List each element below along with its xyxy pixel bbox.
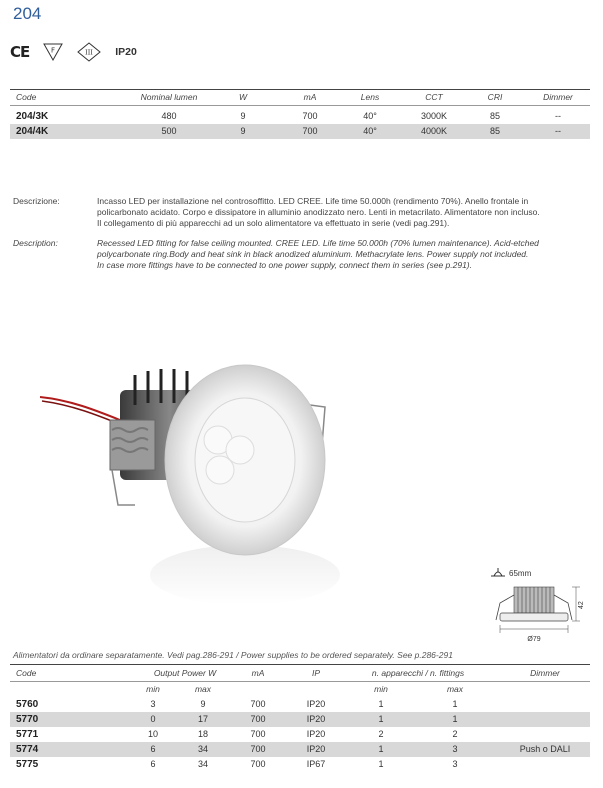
table-row: 5771 10 18 700 IP20 2 2 [16,729,458,740]
table-row: 5770 0 17 700 IP20 1 1 [10,712,590,727]
header-watt: W [238,92,248,102]
ce-mark-icon: CE [10,43,30,61]
description-it-label: Descrizione: [13,196,60,206]
table-row: 5775 6 34 700 IP67 1 3 [16,759,458,770]
class-iii-icon [77,42,101,62]
header-ma: mA [303,92,317,102]
ps-header-rule [10,681,590,682]
table-row: 204/3K 480 9 700 40° 3000K 85 -- [16,111,561,122]
product-table-header [10,92,590,104]
ps-header-code: Code [16,668,37,678]
f-mark-icon [43,43,63,61]
ps-table-header [10,668,590,680]
header-lumen: Nominal lumen [140,92,198,102]
diameter-dimension: Ø79 [527,636,541,643]
description-en-label: Description: [13,238,58,248]
ip-rating: IP20 [115,46,137,58]
table-row: 5760 3 9 700 IP20 1 1 [16,699,458,710]
ps-header-fittings: n. apparecchi / n. fittings [371,668,465,678]
f-mark-label: F [51,46,56,55]
certification-row [10,40,137,64]
header-rule [10,105,590,106]
ps-header-ma: mA [251,668,265,678]
product-image [40,345,370,620]
table-row: 204/4K 500 9 700 40° 4000K 85 -- [10,124,590,139]
ps-table-subheader: min max min max [146,684,464,694]
header-cct: CCT [425,92,443,102]
header-cri: CRI [487,92,503,102]
ps-header-output: Output Power W [153,668,217,678]
power-supply-note: Alimentatori da ordinare separatamente. Vedi pag.286-291 / Power supplies to be ordered separately. See p.286-291 [13,650,453,660]
header-lens: Lens [360,92,380,102]
cutout-dimension: 65mm [490,567,531,579]
class-iii-label: III [85,48,94,57]
ps-header-ip: IP [311,668,321,678]
description-en-text: Recessed LED fitting for false ceiling mounted. CREE LED. Life time 50.000h (70% lumen maintenance). Acid-etched polycarbonate ring.Body and heat sink in black anodized aluminium. Methacrylate lens. Power supply not included. In case more fittings have to be connected to one power supply, connect them in series (see p.291). [97,238,539,270]
table-row: 5774 6 34 700 IP20 1 3 Push o DALI [10,742,590,757]
ps-table-top-rule [10,664,590,665]
page-title: 204 [13,4,42,23]
description-it-text: Incasso LED per installazione nel controsoffitto. LED CREE. Life time 50.000h (rendimento 70%). Anello frontale in policarbonato acidato. Corpo e dissipatore in alluminio anodizzato nero. Lenti in metacrilato. Alimentatore non incluso. Il collegamento di più apparecchi ad un solo alimentatore va effettuato in serie (vedi pag.291). [97,196,540,228]
header-dimmer: Dimmer [543,92,573,102]
height-dimension: 42 [578,601,585,609]
header-code: Code [16,92,37,102]
dimension-drawing [482,565,587,650]
ps-header-dimmer: Dimmer [530,668,560,678]
table-top-rule [10,89,590,90]
